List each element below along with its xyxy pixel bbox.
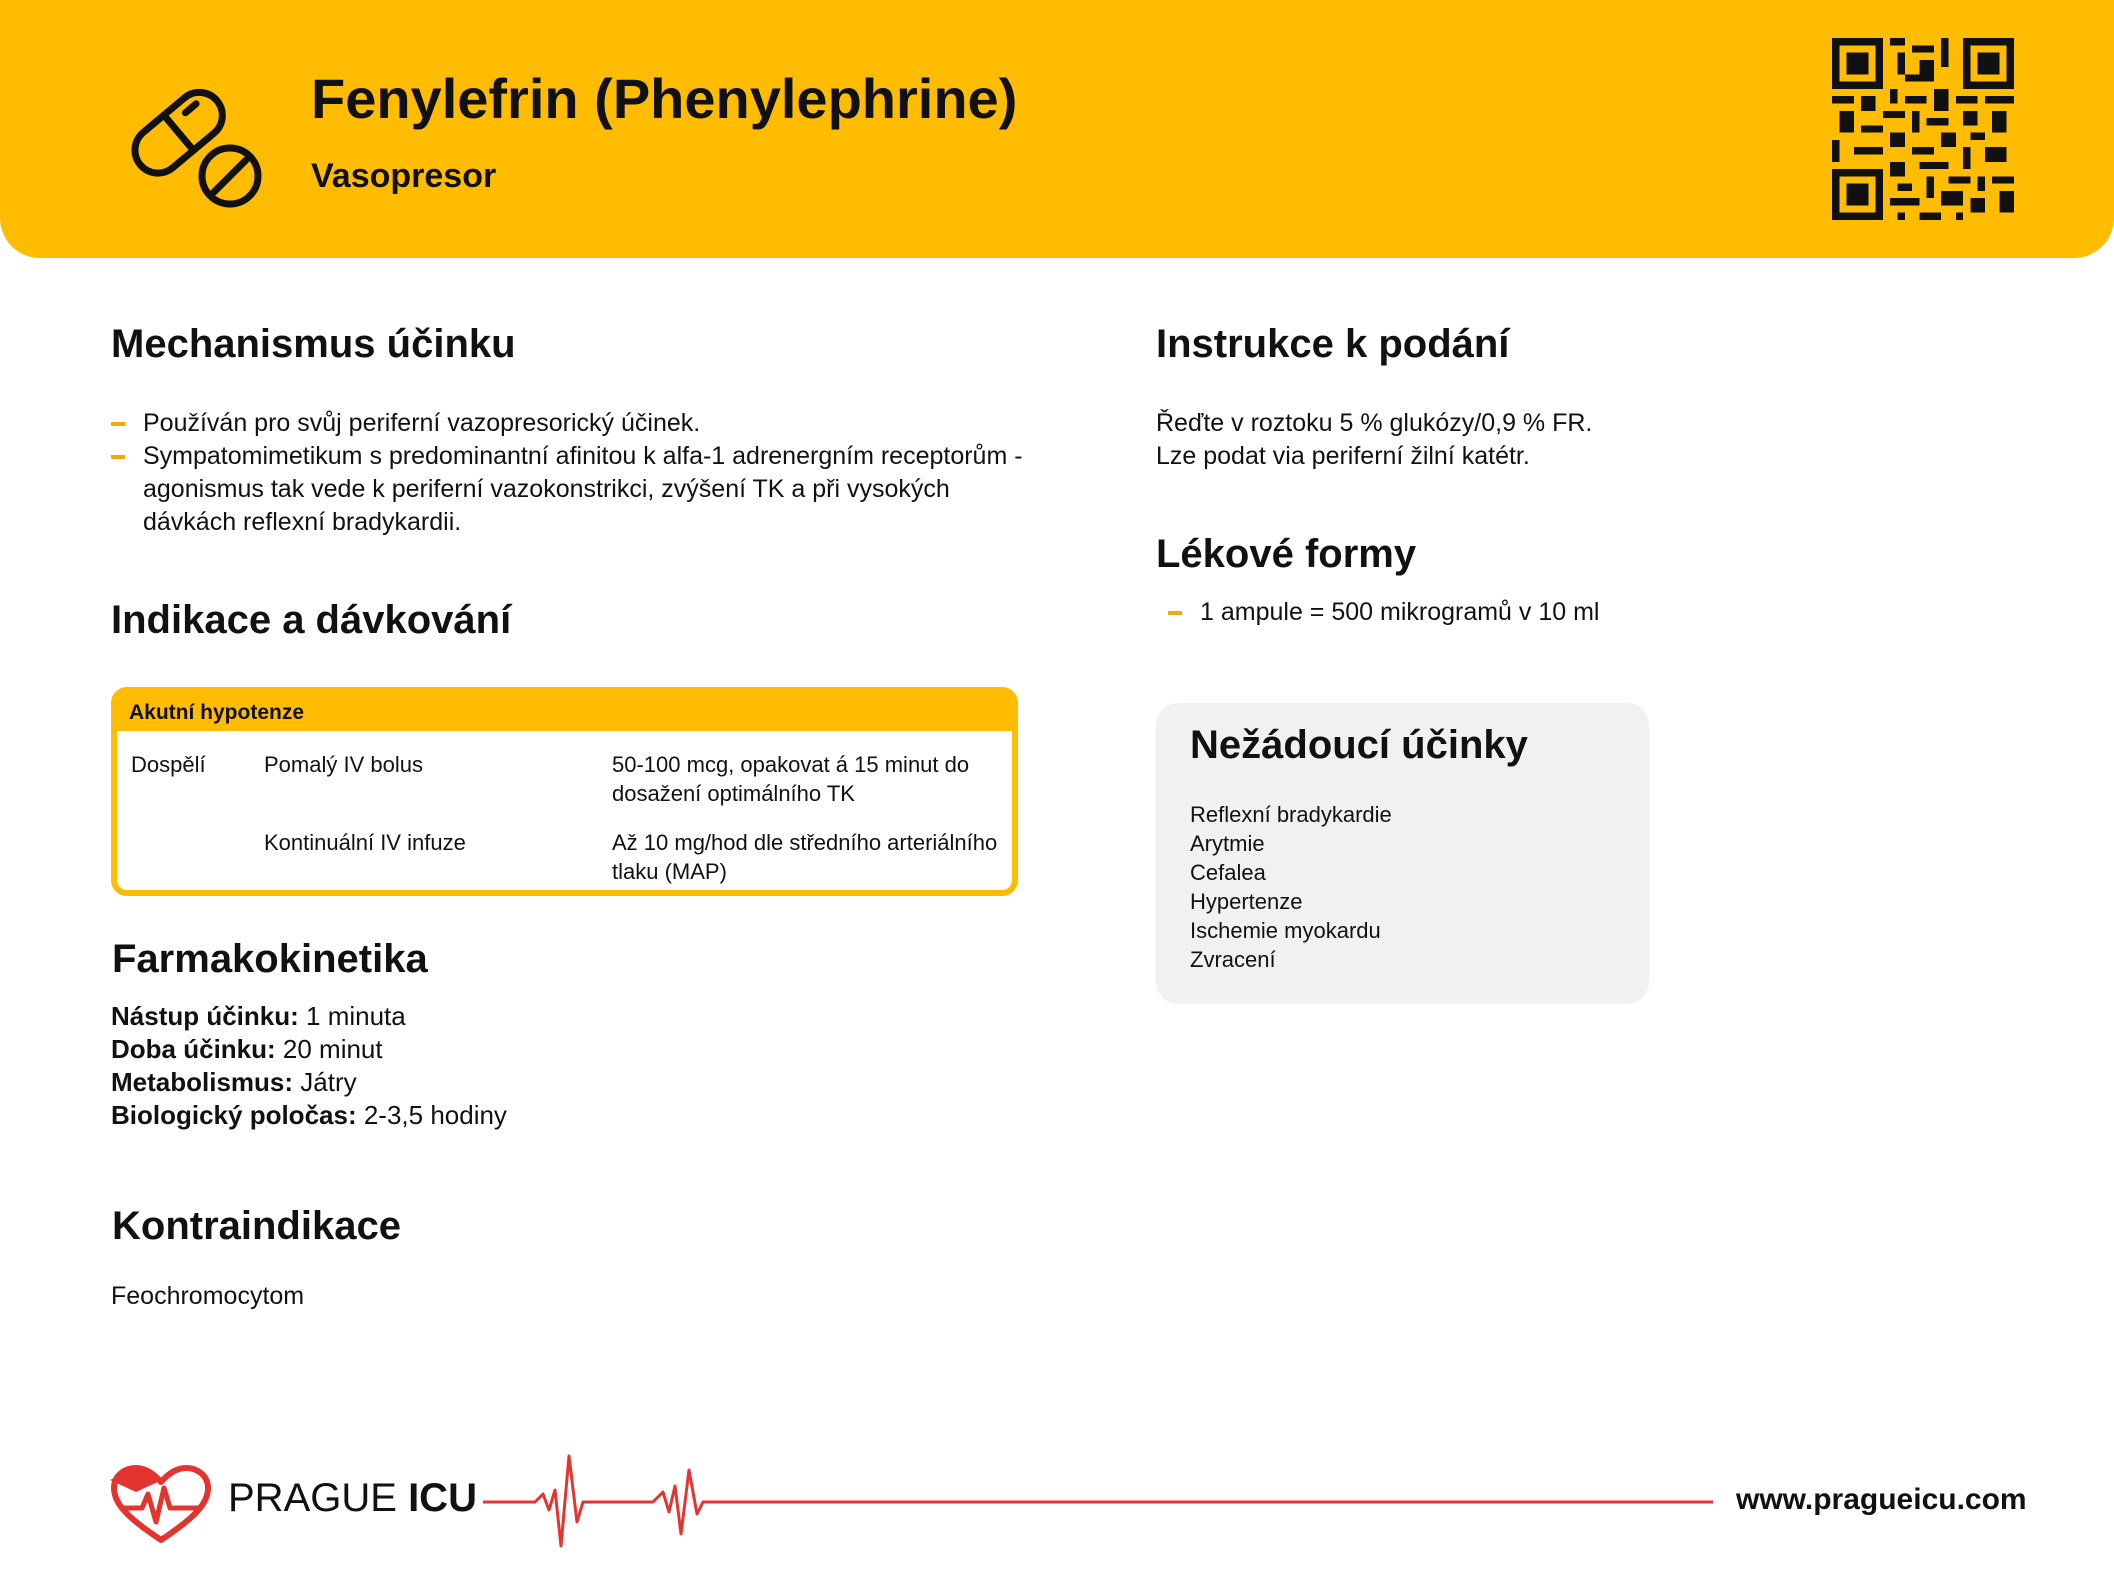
list-item: Hypertenze (1190, 889, 1303, 914)
contraindications-text: Feochromocytom (111, 1282, 305, 1310)
list-item: Reflexní bradykardie (1190, 802, 1392, 827)
dose-cell: 50-100 mcg, opakovat á 15 minut do dosažení optimálního TK (612, 752, 970, 806)
mechanism-heading: Mechanismus účinku (111, 322, 516, 366)
administration-heading: Instrukce k podání (1156, 322, 1510, 366)
forms-list (1168, 596, 1600, 629)
list-item: Zvracení (1190, 947, 1276, 972)
list-item: Arytmie (1190, 831, 1265, 856)
administration-text: Řeďte v roztoku 5 % glukózy/0,9 % FR. Lze podat via periferní žilní katétr. (1156, 409, 1593, 470)
dash-bullet-icon (1168, 611, 1182, 615)
pill-prohibited-icon (118, 72, 268, 212)
pk-row: Doba účinku: 20 minut (111, 1034, 383, 1064)
dash-bullet-icon (111, 422, 125, 426)
adverse-heading: Nežádoucí účinky (1190, 723, 1528, 767)
drug-class: Vasopresor (311, 157, 497, 195)
dosing-table (111, 687, 1018, 896)
ecg-line-icon (483, 1450, 1713, 1550)
header-banner (0, 0, 2114, 258)
list-item: 1 ampule = 500 mikrogramů v 10 ml (1168, 596, 1600, 629)
patient-group: Dospělí (131, 752, 206, 777)
drug-title: Fenylefrin (Phenylephrine) (311, 67, 1018, 130)
pk-row: Nástup účinku: 1 minuta (111, 1001, 406, 1031)
dose-cell: Až 10 mg/hod dle středního arteriálního tlaku (MAP) (612, 830, 998, 884)
pk-row: Biologický poločas: 2-3,5 hodiny (111, 1100, 507, 1130)
website-link[interactable]: www.pragueicu.com (1736, 1483, 2027, 1516)
heart-graduation-cap-icon (108, 1460, 214, 1544)
pharmacokinetics-list (111, 1000, 507, 1132)
forms-heading: Lékové formy (1156, 532, 1417, 576)
dash-bullet-icon (111, 455, 125, 459)
list-item: Sympatomimetikum s predominantní afinitou k alfa-1 adrenergním receptorům - agonismus tak vede k periferní vazokonstrikci, zvýšení TK a při vysokých dávkách reflexní bradykardii. (111, 440, 1041, 539)
mechanism-list (111, 407, 1041, 539)
adverse-list (1190, 800, 1392, 974)
list-item: Používán pro svůj periferní vazopresorický účinek. (111, 407, 1041, 440)
route-cell: Kontinuální IV infuze (264, 830, 466, 855)
list-item: Ischemie myokardu (1190, 918, 1381, 943)
contraindications-heading: Kontraindikace (112, 1204, 401, 1248)
brand-name: PRAGUE ICU (228, 1476, 477, 1520)
dosing-table-title: Akutní hypotenze (117, 693, 1012, 731)
qr-code-icon[interactable] (1832, 38, 2014, 220)
route-cell: Pomalý IV bolus (264, 752, 423, 777)
list-item: Cefalea (1190, 860, 1266, 885)
pharmacokinetics-heading: Farmakokinetika (112, 937, 428, 981)
adverse-effects-card (1156, 703, 1649, 1004)
pk-row: Metabolismus: Játry (111, 1067, 357, 1097)
indications-heading: Indikace a dávkování (111, 598, 512, 642)
